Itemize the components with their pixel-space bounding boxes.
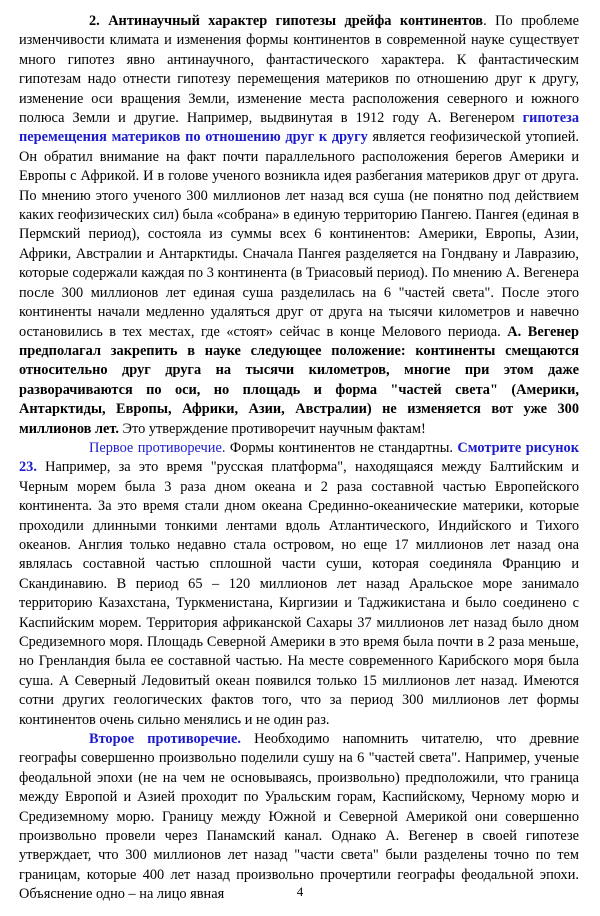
document-page [19,12,579,905]
figure-reference: Смотрите рисунок 23. [19,439,579,476]
paragraph-second-contradiction [19,730,579,905]
paragraph-text: Необходимо напомнить читателю, что древние географы совершенно произвольно поделили сушу на 6 "частей света". Например, ученые феодальной эпохи (не на чем не основываясь, произвольно) предположили, что граница между Европой и Азией проходит по Уральским горам, Каспийскому, Черному морю и Средиземному морю. Границу между Южной и Северной Америкой они совершенно произвольно провели через Панамский канал. Однако А. Вегенер в своей гипотезе утверждает, что 300 миллионов лет назад "части света" были разделены точно по тем границам, которые 400 лет назад произвольно прочертили географы феодальной эпохи. Объяснение одно – на лицо явная [19,731,579,903]
paragraph-text: . По проблеме изменчивости климата и изменения формы континентов в современной науке существует много гипотез явно антинаучного, фантастического характера. К фантастическим гипотезам надо отнести гипотезу перемещения материков по отношению друг к другу, изменение оси вращения Земли, изменение места расположения северного и южного полюса Земли и другие. Например, выдвинутая в 1912 году А. Вегенером [19,13,579,127]
paragraph-intro [19,12,579,439]
paragraph-text: Это утверждение противоречит научным фактам! [118,420,426,437]
first-contradiction-label: Первое противоречие. [89,439,226,456]
page-number: 4 [296,884,304,899]
section-heading: 2. Антинаучный характер гипотезы дрейфа континентов [89,13,484,29]
paragraph-text: является геофизической утопией. Он обратил внимание на факт почти параллельного расположения берегов Америки и Европы с Африкой. И в голове ученого возникла идея разбегания материков друг от друга. По мнению этого ученого 300 миллионов лет назад вся суша (не понятно под действием каких геофизических сил) была «собрана» в единую территорию Пангею. Пангея (единая в Пермский период), состояла из суммы всех 6 континентов: Америки, Европы, Азии, Африки, Австралии и Антарктиды. Сначала Пангея разделяется на Гондвану и Лавразию, которые содержали каждая по 3 континента (в Триасовый период). По мнению А. Вегенера после 300 миллионов лет единая суша разделилась на 6 "частей света". После этого континенты начали медленно удаляться друг от друга на тысячи километров и навечно остановились в тех местах, где «стоят» сейчас в конце Мелового периода. [19,129,579,340]
wegener-statement: А. Вегенер предполагал закрепить в науке следующее положение: континенты смещаются относительно друг друга на тысячи километров, многие при этом даже разворачиваются по оси, но площадь и форма "частей света" (Америки, Антарктиды, Европы, Африки, Азии, Австралии) не изменяется вот уже 300 миллионов лет. [19,323,580,437]
second-contradiction-label: Второе противоречие. [89,731,241,748]
paragraph-first-contradiction [19,439,579,730]
hypothesis-highlight: гипотеза перемещения материков по отношению друг к другу [19,110,579,146]
paragraph-text: Например, за это время "русская платформа", находящаяся между Балтийским и Черным морем была 3 раза дном океана и 2 раза составной частью Европейского континента. За это время стали дном океана Срединно-океанические материки, которые проходили длинными тонкими лентами вдоль Атлантического, Индийского и Тихого океанов. Англия только недавно стала островом, но еще 17 миллионов лет назад она являлась составной частью сплошной части суши, которая соединяла Францию и Скандинавию. В период 65 – 120 миллионов лет назад Аральское море занимало территорию Казахстана, Туркменистана, Киргизии и Таджикистана и было соединено с Каспийским морем. Территория африканской Сахары 37 миллионов лет назад было дном Средиземного моря. Площадь Северной Америки в это время была почти в 2 раза меньше, но Гренландия была ее составной частью. На месте современного Карибского моря была суша. А Северный Ледовитый океан появился только 15 миллионов лет назад. Имеются сотни других геологических фактов того, что за период 300 миллионов лет формы континентов очень сильно менялись и не один раз. [19,459,579,728]
paragraph-text: Формы континентов не стандартны. [225,439,458,456]
